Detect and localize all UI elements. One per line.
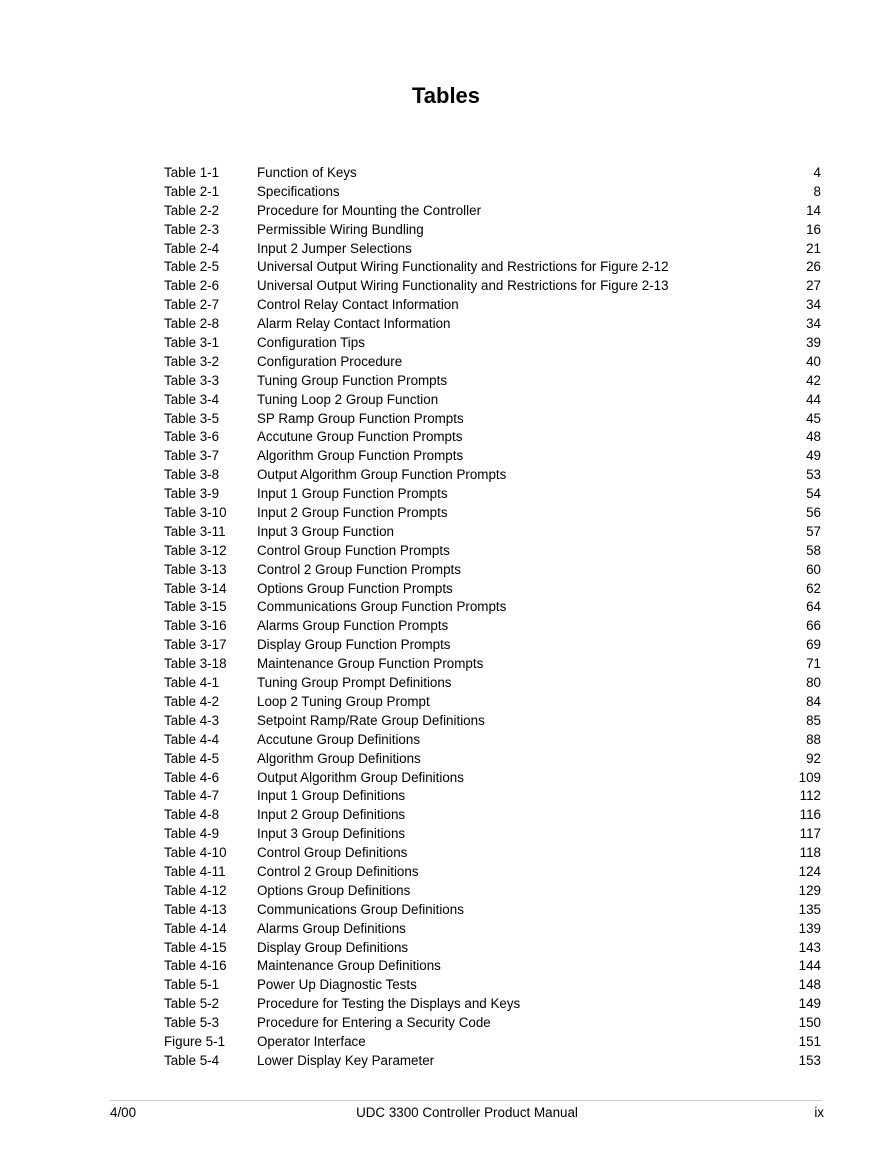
toc-entry-page: 71 bbox=[806, 656, 821, 672]
toc-entry-label: Table 3-10 bbox=[164, 505, 227, 521]
toc-entry[interactable] bbox=[164, 221, 821, 240]
toc-entry-title: Control Group Definitions bbox=[257, 845, 408, 861]
toc-entry-label: Table 3-13 bbox=[164, 561, 227, 577]
toc-entry-page: 92 bbox=[806, 750, 821, 766]
toc-entry-page: 84 bbox=[806, 693, 821, 709]
toc-entry-label: Table 4-14 bbox=[164, 920, 227, 936]
toc-entry-label: Table 5-4 bbox=[164, 1052, 220, 1068]
toc-entry-title: Procedure for Mounting the Controller bbox=[257, 202, 482, 218]
toc-entry-page: 129 bbox=[798, 882, 821, 898]
toc-entry[interactable] bbox=[164, 258, 821, 277]
toc-entry-label: Table 4-7 bbox=[164, 788, 220, 804]
toc-entry-label: Table 4-11 bbox=[164, 863, 226, 879]
toc-entry[interactable] bbox=[164, 1033, 821, 1052]
toc-entry-title: Communications Group Function Prompts bbox=[257, 599, 507, 615]
toc-entry-page: 40 bbox=[806, 353, 821, 369]
toc-entry-page: 64 bbox=[806, 599, 821, 615]
toc-entry[interactable] bbox=[164, 882, 821, 901]
toc-entry[interactable] bbox=[164, 939, 821, 958]
toc-entry-label: Table 3-1 bbox=[164, 335, 220, 351]
toc-entry-label: Table 5-3 bbox=[164, 1015, 220, 1031]
toc-entry[interactable] bbox=[164, 334, 821, 353]
toc-entry-page: 60 bbox=[806, 561, 821, 577]
toc-entry-page: 124 bbox=[798, 863, 821, 879]
toc-entry-page: 80 bbox=[806, 675, 821, 691]
toc-entry[interactable] bbox=[164, 561, 821, 580]
toc-entry-label: Table 4-13 bbox=[164, 901, 227, 917]
toc-entry-label: Table 5-2 bbox=[164, 996, 220, 1012]
toc-entry-title: Loop 2 Tuning Group Prompt bbox=[257, 693, 430, 709]
toc-entry[interactable] bbox=[164, 693, 821, 712]
toc-entry-title: Alarms Group Definitions bbox=[257, 920, 406, 936]
toc-entry[interactable] bbox=[164, 504, 821, 523]
toc-entry-title: Setpoint Ramp/Rate Group Definitions bbox=[257, 712, 485, 728]
toc-entry-page: 8 bbox=[813, 183, 821, 199]
toc-entry-page: 116 bbox=[799, 807, 821, 823]
toc-entry-label: Table 3-12 bbox=[164, 542, 227, 558]
toc-entry-title: Input 3 Group Function bbox=[257, 523, 394, 539]
toc-entry-label: Table 4-12 bbox=[164, 882, 227, 898]
toc-entry[interactable] bbox=[164, 202, 821, 221]
toc-entry-page: 21 bbox=[806, 240, 821, 256]
toc-entry-page: 53 bbox=[806, 467, 821, 483]
toc-entry[interactable] bbox=[164, 920, 821, 939]
toc-entry-page: 117 bbox=[799, 826, 821, 842]
toc-entry-page: 16 bbox=[806, 221, 821, 237]
toc-entry[interactable] bbox=[164, 863, 821, 882]
toc-entry-title: Algorithm Group Definitions bbox=[257, 750, 421, 766]
toc-entry-title: Alarms Group Function Prompts bbox=[257, 618, 449, 634]
page-title: Tables bbox=[411, 83, 481, 108]
toc-entry-title: Algorithm Group Function Prompts bbox=[257, 448, 464, 464]
toc-entry[interactable] bbox=[164, 183, 821, 202]
toc-entry-title: Input 3 Group Definitions bbox=[257, 826, 406, 842]
toc-entry-label: Table 4-15 bbox=[164, 939, 227, 955]
toc-entry-label: Table 3-8 bbox=[164, 467, 220, 483]
toc-entry-page: 62 bbox=[806, 580, 821, 596]
toc-entry[interactable] bbox=[164, 372, 821, 391]
toc-entry-title: Accutune Group Definitions bbox=[257, 731, 421, 747]
toc-entry-title: Lower Display Key Parameter bbox=[257, 1052, 435, 1068]
toc-entry[interactable] bbox=[164, 787, 821, 806]
toc-entry-label: Table 3-6 bbox=[164, 429, 220, 445]
toc-entry-title: Control Group Function Prompts bbox=[257, 542, 450, 558]
toc-entry-label: Table 3-11 bbox=[164, 523, 226, 539]
toc-entry-label: Table 3-2 bbox=[164, 353, 220, 369]
toc-entry-title: Input 2 Group Function Prompts bbox=[257, 505, 448, 521]
toc-entry-label: Table 4-5 bbox=[164, 750, 220, 766]
toc-entry-title: Options Group Function Prompts bbox=[257, 580, 453, 596]
toc-entry-page: 150 bbox=[798, 1015, 821, 1031]
toc-entry-label: Table 4-1 bbox=[164, 675, 220, 691]
toc-entry-page: 34 bbox=[806, 297, 821, 313]
toc-entry-title: Operator Interface bbox=[257, 1033, 366, 1049]
toc-entry-title: Configuration Procedure bbox=[257, 353, 403, 369]
toc-entry-page: 66 bbox=[806, 618, 821, 634]
toc-entry[interactable] bbox=[164, 428, 821, 447]
toc-entry-page: 57 bbox=[806, 523, 821, 539]
toc-entry-page: 39 bbox=[806, 335, 821, 351]
toc-entry-title: Output Algorithm Group Function Prompts bbox=[257, 467, 507, 483]
toc-entry-label: Table 4-4 bbox=[164, 731, 220, 747]
toc-entry[interactable] bbox=[164, 617, 821, 636]
toc-entry-title: Tuning Loop 2 Group Function bbox=[257, 391, 439, 407]
toc-entry-label: Table 4-10 bbox=[164, 845, 227, 861]
toc-entry-title: Tuning Group Function Prompts bbox=[257, 372, 448, 388]
page-footer bbox=[110, 1104, 824, 1122]
toc-entry[interactable] bbox=[164, 315, 821, 334]
toc-entry[interactable] bbox=[164, 164, 821, 183]
toc-entry-page: 153 bbox=[798, 1052, 821, 1068]
toc-entry-page: 45 bbox=[806, 410, 821, 426]
toc-entry-page: 149 bbox=[798, 996, 821, 1012]
toc-entry[interactable] bbox=[164, 731, 821, 750]
toc-entry[interactable] bbox=[164, 391, 821, 410]
toc-entry-label: Table 4-16 bbox=[164, 958, 227, 974]
toc-entry-label: Table 2-5 bbox=[164, 259, 220, 275]
toc-entry-title: Control 2 Group Function Prompts bbox=[257, 561, 461, 577]
toc-entry-label: Table 2-8 bbox=[164, 316, 220, 332]
toc-entry-title: Maintenance Group Definitions bbox=[257, 958, 441, 974]
toc-entry-label: Table 4-6 bbox=[164, 769, 220, 785]
toc-entry-page: 109 bbox=[798, 769, 821, 785]
toc-entry-label: Table 2-7 bbox=[164, 297, 220, 313]
toc-entry[interactable] bbox=[164, 825, 821, 844]
toc-entry-title: Configuration Tips bbox=[257, 335, 365, 351]
toc-entry[interactable] bbox=[164, 844, 821, 863]
tables-list bbox=[164, 164, 821, 1071]
toc-entry-page: 112 bbox=[799, 788, 821, 804]
toc-entry[interactable] bbox=[164, 598, 821, 617]
toc-entry-label: Table 2-1 bbox=[164, 183, 220, 199]
toc-entry-label: Table 2-4 bbox=[164, 240, 220, 256]
toc-entry-title: Permissible Wiring Bundling bbox=[257, 221, 424, 237]
toc-entry[interactable] bbox=[164, 1052, 821, 1071]
toc-entry-label: Table 1-1 bbox=[164, 165, 220, 180]
toc-entry-label: Table 2-2 bbox=[164, 202, 220, 218]
toc-entry[interactable] bbox=[164, 901, 821, 920]
toc-entry-page: 118 bbox=[799, 845, 821, 861]
toc-entry[interactable] bbox=[164, 806, 821, 825]
toc-entry-page: 135 bbox=[798, 901, 821, 917]
toc-entry-page: 143 bbox=[798, 939, 821, 955]
toc-entry-title: Universal Output Wiring Functionality and Restrictions for Figure 2-12 bbox=[257, 259, 669, 275]
toc-entry-title: Control 2 Group Definitions bbox=[257, 863, 419, 879]
toc-entry-page: 34 bbox=[806, 316, 821, 332]
toc-entry-title: Procedure for Testing the Displays and Keys bbox=[257, 996, 521, 1012]
toc-entry-label: Table 5-1 bbox=[164, 977, 220, 993]
footer-page-number: ix bbox=[814, 1105, 824, 1120]
toc-entry-title: Function of Keys bbox=[257, 165, 357, 180]
toc-entry-label: Table 4-9 bbox=[164, 826, 220, 842]
toc-entry-page: 139 bbox=[798, 920, 821, 936]
toc-entry[interactable] bbox=[164, 277, 821, 296]
toc-entry-title: Display Group Function Prompts bbox=[257, 637, 451, 653]
toc-entry[interactable] bbox=[164, 674, 821, 693]
toc-entry-page: 148 bbox=[798, 977, 821, 993]
toc-entry-label: Table 2-3 bbox=[164, 221, 220, 237]
toc-entry-page: 85 bbox=[806, 712, 821, 728]
toc-entry[interactable] bbox=[164, 485, 821, 504]
toc-entry-label: Table 4-3 bbox=[164, 712, 220, 728]
toc-entry[interactable] bbox=[164, 353, 821, 372]
toc-entry-title: Communications Group Definitions bbox=[257, 901, 464, 917]
toc-entry-page: 48 bbox=[806, 429, 821, 445]
toc-entry-page: 58 bbox=[806, 542, 821, 558]
footer-divider bbox=[110, 1100, 822, 1101]
toc-entry-title: Output Algorithm Group Definitions bbox=[257, 769, 464, 785]
toc-entry-page: 27 bbox=[806, 278, 821, 294]
toc-entry[interactable] bbox=[164, 957, 821, 976]
toc-entry-title: Input 1 Group Function Prompts bbox=[257, 486, 448, 502]
toc-entry[interactable] bbox=[164, 296, 821, 315]
toc-entry[interactable] bbox=[164, 655, 821, 674]
toc-entry[interactable] bbox=[164, 523, 821, 542]
toc-entry-title: Specifications bbox=[257, 183, 340, 199]
toc-entry-label: Table 4-2 bbox=[164, 693, 220, 709]
toc-entry-title: Input 2 Group Definitions bbox=[257, 807, 406, 823]
toc-entry-title: Options Group Definitions bbox=[257, 882, 411, 898]
toc-entry-label: Table 2-6 bbox=[164, 278, 220, 294]
toc-entry[interactable] bbox=[164, 240, 821, 259]
toc-entry-title: Display Group Definitions bbox=[257, 939, 409, 955]
toc-entry-label: Table 3-9 bbox=[164, 486, 220, 502]
toc-entry-title: Power Up Diagnostic Tests bbox=[257, 977, 417, 993]
toc-entry-title: Control Relay Contact Information bbox=[257, 297, 459, 313]
toc-entry-page: 44 bbox=[806, 391, 821, 407]
toc-entry-page: 69 bbox=[806, 637, 821, 653]
toc-entry-title: Accutune Group Function Prompts bbox=[257, 429, 463, 445]
toc-entry-label: Table 3-4 bbox=[164, 391, 220, 407]
toc-entry-label: Table 3-16 bbox=[164, 618, 227, 634]
toc-entry-title: Tuning Group Prompt Definitions bbox=[257, 675, 452, 691]
toc-entry-label: Table 3-17 bbox=[164, 637, 227, 653]
toc-entry-title: Input 1 Group Definitions bbox=[257, 788, 406, 804]
toc-entry[interactable] bbox=[164, 580, 821, 599]
toc-entry-label: Figure 5-1 bbox=[164, 1033, 226, 1049]
toc-entry-page: 88 bbox=[806, 731, 821, 747]
toc-entry-page: 144 bbox=[798, 958, 821, 974]
toc-entry[interactable] bbox=[164, 542, 821, 561]
toc-entry[interactable] bbox=[164, 769, 821, 788]
toc-entry-label: Table 3-14 bbox=[164, 580, 227, 596]
toc-entry[interactable] bbox=[164, 750, 821, 769]
footer-manual-title: UDC 3300 Controller Product Manual bbox=[356, 1105, 578, 1120]
toc-entry[interactable] bbox=[164, 1014, 821, 1033]
toc-entry-label: Table 3-15 bbox=[164, 599, 227, 615]
toc-entry-page: 14 bbox=[806, 202, 821, 218]
toc-entry[interactable] bbox=[164, 447, 821, 466]
toc-entry[interactable] bbox=[164, 712, 821, 731]
toc-entry-title: Maintenance Group Function Prompts bbox=[257, 656, 484, 672]
toc-entry-page: 4 bbox=[813, 165, 821, 180]
toc-entry-label: Table 3-7 bbox=[164, 448, 220, 464]
toc-entry-page: 49 bbox=[806, 448, 821, 464]
toc-entry[interactable] bbox=[164, 466, 821, 485]
toc-entry-title: Input 2 Jumper Selections bbox=[257, 240, 412, 256]
toc-entry-title: Procedure for Entering a Security Code bbox=[257, 1015, 491, 1031]
toc-entry-label: Table 4-8 bbox=[164, 807, 220, 823]
toc-entry-title: Universal Output Wiring Functionality and Restrictions for Figure 2-13 bbox=[257, 278, 669, 294]
toc-entry-page: 56 bbox=[806, 505, 821, 521]
toc-entry[interactable] bbox=[164, 995, 821, 1014]
toc-entry-title: SP Ramp Group Function Prompts bbox=[257, 410, 464, 426]
footer-date: 4/00 bbox=[110, 1105, 137, 1120]
toc-entry-page: 54 bbox=[806, 486, 821, 502]
toc-entry-label: Table 3-3 bbox=[164, 372, 220, 388]
toc-entry-page: 42 bbox=[806, 372, 821, 388]
toc-entry-label: Table 3-5 bbox=[164, 410, 220, 426]
toc-entry-page: 26 bbox=[806, 259, 821, 275]
toc-entry[interactable] bbox=[164, 410, 821, 429]
toc-entry[interactable] bbox=[164, 976, 821, 995]
toc-entry-title: Alarm Relay Contact Information bbox=[257, 316, 451, 332]
toc-entry-page: 151 bbox=[798, 1033, 821, 1049]
toc-entry[interactable] bbox=[164, 636, 821, 655]
toc-entry-label: Table 3-18 bbox=[164, 656, 227, 672]
